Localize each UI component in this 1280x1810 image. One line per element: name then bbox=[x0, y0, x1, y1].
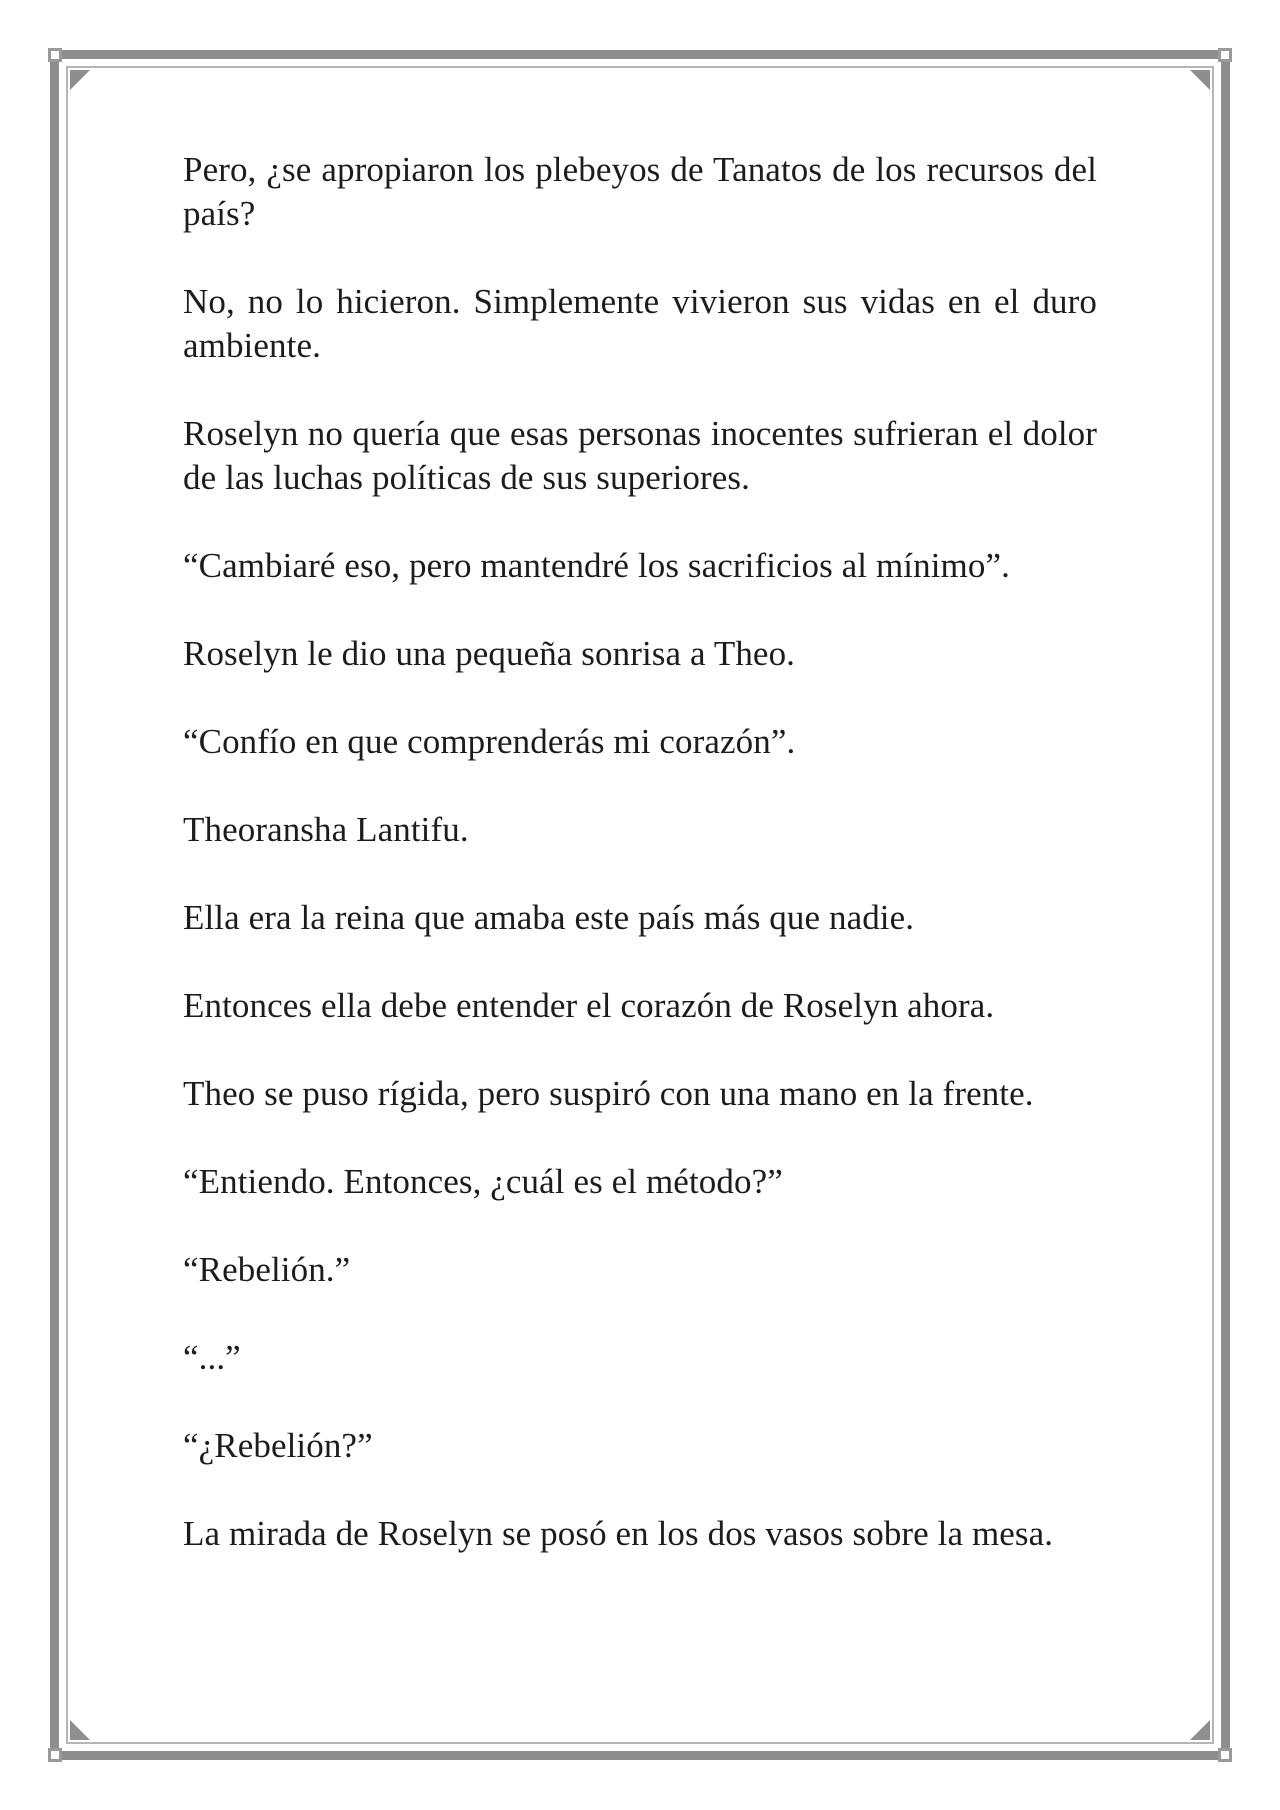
paragraph: Pero, ¿se apropiaron los plebeyos de Tanatos de los recursos del país? bbox=[183, 150, 1097, 233]
corner-ornament-bottom-left bbox=[48, 1748, 62, 1762]
paragraph: “¿Rebelión?” bbox=[183, 1426, 373, 1465]
paragraph: La mirada de Roselyn se posó en los dos vasos sobre la mesa. bbox=[183, 1514, 1054, 1553]
corner-ornament-top-left bbox=[48, 48, 62, 62]
corner-triangle-top-right bbox=[1190, 70, 1210, 90]
paragraph: Theo se puso rígida, pero suspiró con una mano en la frente. bbox=[183, 1074, 1034, 1113]
corner-triangle-bottom-right bbox=[1190, 1720, 1210, 1740]
paragraph: Entonces ella debe entender el corazón de Roselyn ahora. bbox=[183, 986, 995, 1025]
paragraph: Theoransha Lantifu. bbox=[183, 810, 469, 849]
paragraph: Ella era la reina que amaba este país más que nadie. bbox=[183, 898, 915, 937]
paragraph: “Rebelión.” bbox=[183, 1250, 351, 1289]
paragraph: No, no lo hicieron. Simplemente vivieron sus vidas en el duro ambiente. bbox=[183, 282, 1097, 365]
paragraph: “Cambiaré eso, pero mantendré los sacrificios al mínimo”. bbox=[183, 546, 1010, 585]
corner-ornament-top-right bbox=[1218, 48, 1232, 62]
paragraph: “...” bbox=[183, 1338, 241, 1377]
paragraph: Roselyn le dio una pequeña sonrisa a Theo. bbox=[183, 634, 796, 673]
corner-triangle-bottom-left bbox=[70, 1720, 90, 1740]
paragraph: “Entiendo. Entonces, ¿cuál es el método?” bbox=[183, 1162, 783, 1201]
paragraph: “Confío en que comprenderás mi corazón”. bbox=[183, 722, 796, 761]
paragraph: Roselyn no quería que esas personas inocentes sufrieran el dolor de las luchas políticas de sus superiores. bbox=[183, 414, 1097, 497]
corner-triangle-top-left bbox=[70, 70, 90, 90]
page-body bbox=[183, 148, 1097, 1600]
corner-ornament-bottom-right bbox=[1218, 1748, 1232, 1762]
